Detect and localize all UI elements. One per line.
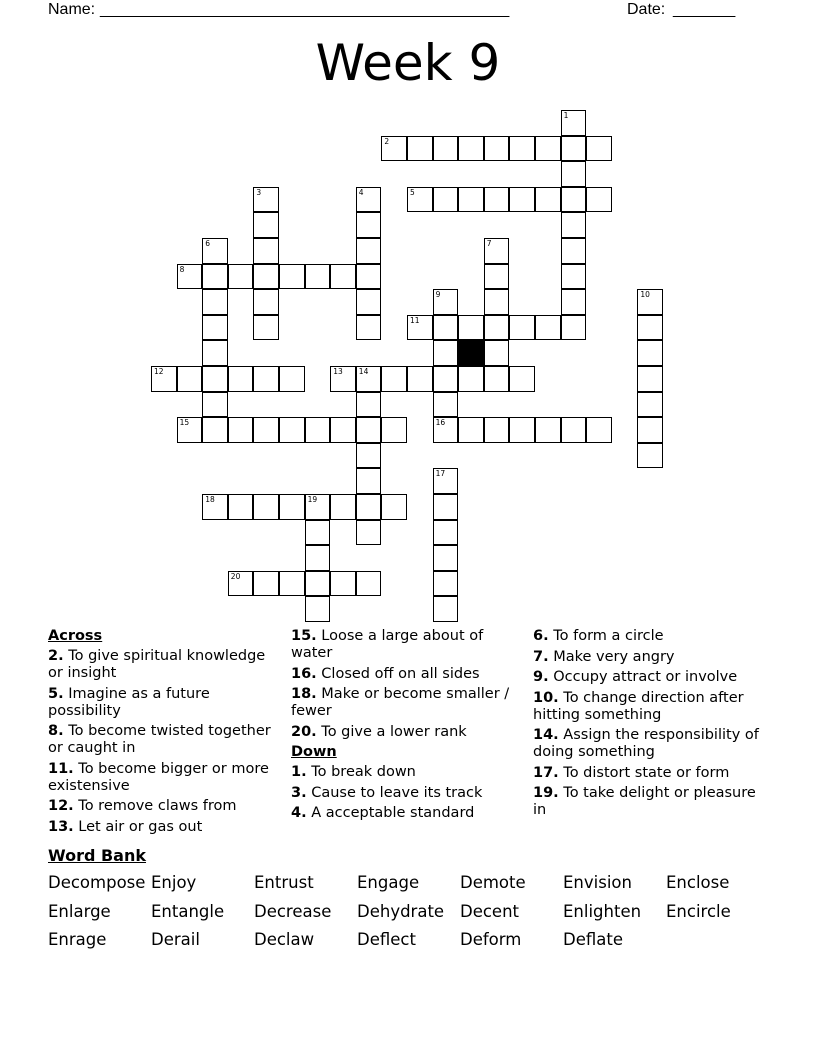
grid-cell[interactable] <box>637 366 663 392</box>
grid-cell[interactable] <box>381 494 407 520</box>
clue-number: 15 <box>179 418 190 428</box>
word-bank-heading: Word Bank <box>48 846 147 865</box>
grid-cell[interactable] <box>407 315 433 341</box>
grid-cell[interactable] <box>279 366 305 392</box>
grid-cell[interactable] <box>586 136 612 162</box>
grid-cell[interactable] <box>458 187 484 213</box>
grid-cell[interactable] <box>202 238 228 264</box>
grid-cell[interactable] <box>356 520 382 546</box>
clue-number: 9 <box>435 290 441 300</box>
grid-cell[interactable] <box>305 520 331 546</box>
clue-across-20: 20. To give a lower rank <box>291 723 467 740</box>
grid-cell[interactable] <box>228 417 254 443</box>
grid-cell[interactable] <box>637 392 663 418</box>
date-blank-line[interactable]: _______ <box>673 1 736 18</box>
grid-cell[interactable] <box>202 315 228 341</box>
word-bank-word: Enrage <box>48 930 107 949</box>
grid-cell[interactable] <box>305 264 331 290</box>
grid-cell[interactable] <box>381 136 407 162</box>
grid-cell[interactable] <box>228 366 254 392</box>
grid-cell[interactable] <box>202 366 228 392</box>
grid-cell[interactable] <box>253 571 279 597</box>
clue-across-2: 2. To give spiritual knowledge or insight <box>48 648 266 681</box>
grid-cell[interactable] <box>433 289 459 315</box>
grid-cell[interactable] <box>484 417 510 443</box>
clue-down-1: 1. To break down <box>291 764 416 780</box>
grid-cell[interactable] <box>202 417 228 443</box>
clue-down-4: 4. A acceptable standard <box>291 805 475 821</box>
grid-cell[interactable] <box>228 264 254 290</box>
grid-cell[interactable] <box>484 187 510 213</box>
clue-column-3 <box>533 628 769 823</box>
grid-cell[interactable] <box>381 366 407 392</box>
clue-number: 13 <box>333 367 343 376</box>
grid-cell[interactable] <box>458 315 484 341</box>
grid-cell[interactable] <box>586 417 612 443</box>
clue-number: 11 <box>410 315 420 325</box>
word-bank-word: Dehydrate <box>357 901 445 921</box>
grid-cell[interactable] <box>509 187 535 213</box>
clue-number: 4 <box>358 187 364 197</box>
clue-number: 6 <box>205 239 210 248</box>
clue-column-1 <box>48 628 284 839</box>
grid-cell[interactable] <box>305 596 331 622</box>
clue-across-16: 16. Closed off on all sides <box>291 665 480 682</box>
clue-number: 5 <box>410 187 415 197</box>
grid-cell[interactable] <box>535 315 561 341</box>
grid-cell[interactable] <box>177 417 203 443</box>
grid-cell[interactable] <box>561 212 587 238</box>
grid-cell[interactable] <box>202 289 228 315</box>
grid-cell[interactable] <box>458 417 484 443</box>
word-bank-word: Decompose <box>48 873 146 892</box>
grid-cell[interactable] <box>433 417 459 443</box>
clue-number: 2 <box>384 136 390 146</box>
grid-cell[interactable] <box>356 289 382 315</box>
grid-cell[interactable] <box>509 315 535 341</box>
grid-cell[interactable] <box>177 264 203 290</box>
grid-cell[interactable] <box>407 187 433 213</box>
grid-cell[interactable] <box>561 161 587 187</box>
grid-cell[interactable] <box>305 571 331 597</box>
grid-cell[interactable] <box>561 136 587 162</box>
word-bank-word: Engage <box>357 873 420 892</box>
grid-cell[interactable] <box>253 417 279 443</box>
grid-cell[interactable] <box>330 366 356 392</box>
grid-cell[interactable] <box>356 366 382 392</box>
date-label: Date: <box>627 1 666 18</box>
grid-cell[interactable] <box>484 136 510 162</box>
across-heading: Across <box>48 628 103 644</box>
word-bank-word: Deform <box>460 930 522 949</box>
grid-cell[interactable] <box>356 238 382 264</box>
clue-down-6: 6. To form a circle <box>533 628 664 644</box>
grid-cell[interactable] <box>305 494 331 520</box>
grid-cell[interactable] <box>305 545 331 571</box>
grid-cell[interactable] <box>356 264 382 290</box>
clue-down-19: 19. To take delight or pleasure in <box>533 785 756 818</box>
grid-cell[interactable] <box>253 212 279 238</box>
clue-number: 17 <box>435 469 446 479</box>
grid-cell[interactable] <box>253 494 279 520</box>
grid-cell[interactable] <box>433 315 459 341</box>
grid-cell[interactable] <box>484 264 510 290</box>
clue-down-10: 10. To change direction after hitting something <box>533 689 744 723</box>
grid-cell[interactable] <box>433 571 459 597</box>
grid-cell[interactable] <box>228 571 254 597</box>
grid-cell[interactable] <box>433 392 459 418</box>
grid-cell[interactable] <box>279 417 305 443</box>
clue-number: 8 <box>179 264 185 274</box>
clue-number: 3 <box>256 187 262 197</box>
grid-cell[interactable] <box>356 443 382 469</box>
grid-cell[interactable] <box>637 340 663 366</box>
grid-cell[interactable] <box>561 187 587 213</box>
clue-number: 1 <box>563 111 569 120</box>
grid-cell[interactable] <box>484 366 510 392</box>
grid-cell[interactable] <box>484 340 510 366</box>
name-label: Name: <box>48 1 96 18</box>
grid-cell[interactable] <box>484 289 510 315</box>
word-bank-word: Demote <box>460 873 526 892</box>
grid-cell[interactable] <box>561 264 587 290</box>
page-title: Week 9 <box>315 34 501 92</box>
clue-across-8: 8. To become twisted together or caught in <box>48 723 271 756</box>
clue-number: 16 <box>435 418 446 428</box>
grid-cell[interactable] <box>484 315 510 341</box>
grid-cell[interactable] <box>356 187 382 213</box>
grid-cell[interactable] <box>561 289 587 315</box>
clue-column-2 <box>291 628 527 826</box>
clue-number: 20 <box>230 571 241 581</box>
clue-down-3: 3. Cause to leave its track <box>291 784 483 801</box>
grid-cell[interactable] <box>330 264 356 290</box>
down-heading: Down <box>291 744 337 760</box>
grid-cell[interactable] <box>407 366 433 392</box>
grid-cell[interactable] <box>279 264 305 290</box>
black-square <box>458 340 484 366</box>
grid-cell[interactable] <box>433 136 459 162</box>
grid-cell[interactable] <box>535 187 561 213</box>
grid-cell[interactable] <box>356 571 382 597</box>
grid-cell[interactable] <box>433 187 459 213</box>
grid-cell[interactable] <box>330 571 356 597</box>
clue-across-15: 15. Loose a large about of water <box>291 628 484 661</box>
word-bank-word: Enjoy <box>151 873 197 892</box>
grid-cell[interactable] <box>433 494 459 520</box>
grid-cell[interactable] <box>330 494 356 520</box>
grid-cell[interactable] <box>637 417 663 443</box>
grid-cell[interactable] <box>637 315 663 341</box>
clue-down-17: 17. To distort state or form <box>533 764 730 781</box>
clue-number: 14 <box>358 367 369 376</box>
word-bank-word: Decent <box>460 901 520 921</box>
grid-cell[interactable] <box>279 571 305 597</box>
clue-number: 7 <box>486 239 492 248</box>
grid-cell[interactable] <box>330 417 356 443</box>
grid-cell[interactable] <box>305 417 331 443</box>
grid-cell[interactable] <box>356 468 382 494</box>
grid-cell[interactable] <box>458 136 484 162</box>
grid-cell[interactable] <box>356 417 382 443</box>
grid-cell[interactable] <box>228 494 254 520</box>
grid-cell[interactable] <box>535 417 561 443</box>
word-bank-word: Deflect <box>357 930 416 949</box>
grid-cell[interactable] <box>433 340 459 366</box>
word-bank-word: Derail <box>151 930 200 949</box>
word-bank-word: Decrease <box>254 901 332 921</box>
grid-cell[interactable] <box>561 110 587 136</box>
grid-cell[interactable] <box>433 596 459 622</box>
clue-down-14: 14. Assign the responsibility of doing something <box>533 727 759 760</box>
clue-across-11: 11. To become bigger or more existensive <box>48 760 269 794</box>
clue-across-12: 12. To remove claws from <box>48 798 237 814</box>
grid-cell[interactable] <box>586 187 612 213</box>
clue-number: 10 <box>640 290 650 300</box>
word-bank-word: Envision <box>563 873 632 892</box>
clue-down-7: 7. Make very angry <box>533 648 675 665</box>
clue-down-9: 9. Occupy attract or involve <box>533 669 738 685</box>
clue-across-5: 5. Imagine as a future possibility <box>48 685 210 719</box>
grid-cell[interactable] <box>202 494 228 520</box>
grid-cell[interactable] <box>433 545 459 571</box>
grid-cell[interactable] <box>433 366 459 392</box>
word-bank-word: Enclose <box>666 873 730 892</box>
grid-cell[interactable] <box>433 468 459 494</box>
grid-cell[interactable] <box>356 494 382 520</box>
grid-cell[interactable] <box>637 289 663 315</box>
name-blank-line[interactable]: ______________________________________________ <box>100 1 510 18</box>
grid-cell[interactable] <box>561 315 587 341</box>
grid-cell[interactable] <box>151 366 177 392</box>
grid-cell[interactable] <box>484 238 510 264</box>
word-bank-word: Enlighten <box>563 901 642 921</box>
grid-cell[interactable] <box>253 238 279 264</box>
word-bank-word: Deflate <box>563 930 623 949</box>
grid-cell[interactable] <box>433 520 459 546</box>
clue-across-18: 18. Make or become smaller / fewer <box>291 686 510 719</box>
clue-number: 19 <box>307 495 318 504</box>
word-bank-word: Encircle <box>666 901 731 921</box>
grid-cell[interactable] <box>637 443 663 469</box>
grid-cell[interactable] <box>253 187 279 213</box>
grid-cell[interactable] <box>253 289 279 315</box>
grid-cell[interactable] <box>177 366 203 392</box>
grid-cell[interactable] <box>279 494 305 520</box>
grid-cell[interactable] <box>561 417 587 443</box>
grid-cell[interactable] <box>253 366 279 392</box>
grid-cell[interactable] <box>202 392 228 418</box>
grid-cell[interactable] <box>509 366 535 392</box>
grid-cell[interactable] <box>561 238 587 264</box>
grid-cell[interactable] <box>356 315 382 341</box>
clue-number: 18 <box>205 495 215 504</box>
grid-cell[interactable] <box>407 136 433 162</box>
grid-cell[interactable] <box>509 417 535 443</box>
grid-cell[interactable] <box>202 340 228 366</box>
clue-number: 12 <box>154 367 164 376</box>
grid-cell[interactable] <box>381 417 407 443</box>
grid-cell[interactable] <box>202 264 228 290</box>
word-bank-word: Entrust <box>254 873 314 892</box>
grid-cell[interactable] <box>509 136 535 162</box>
word-bank-word: Entangle <box>151 901 225 921</box>
grid-cell[interactable] <box>356 212 382 238</box>
clue-across-13: 13. Let air or gas out <box>48 818 203 835</box>
word-bank-word: Declaw <box>254 930 315 949</box>
grid-cell[interactable] <box>253 315 279 341</box>
grid-cell[interactable] <box>253 264 279 290</box>
grid-cell[interactable] <box>356 392 382 418</box>
grid-cell[interactable] <box>458 366 484 392</box>
word-bank-word: Enlarge <box>48 901 111 921</box>
grid-cell[interactable] <box>535 136 561 162</box>
